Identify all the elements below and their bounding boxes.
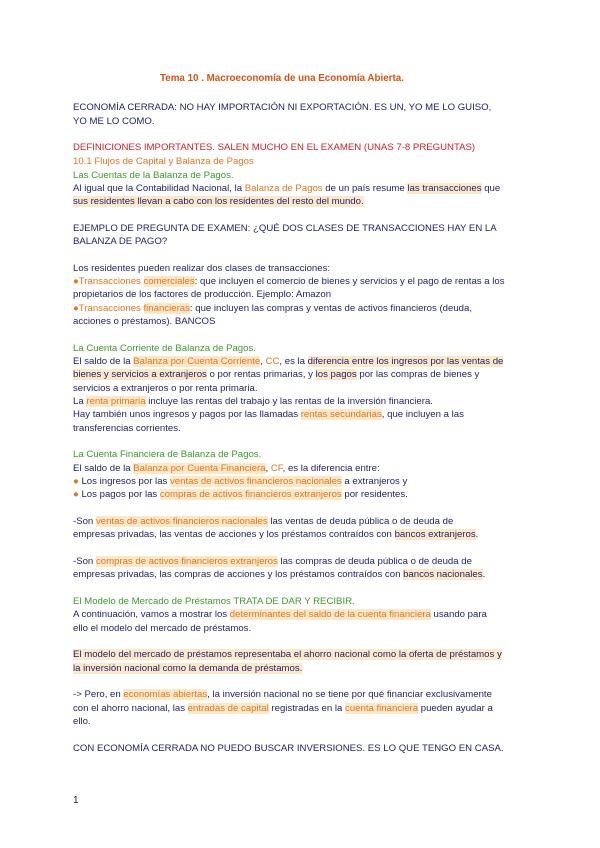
closed-economy-line-2: YO ME LO COMO.: [73, 116, 155, 127]
highlight-term: Balanza por Cuenta Corriente: [133, 356, 261, 367]
text-span: : que incluyen las compras y ventas de activos financieros (deuda,: [189, 303, 473, 314]
highlight-term: financieras: [143, 303, 190, 314]
exam-question-line-2: BALANZA DE PAGO?: [73, 236, 168, 247]
text-span: las compras de deuda pública o de deuda de: [277, 556, 472, 567]
highlight-text: bancos nacionales: [403, 569, 483, 580]
highlight-term: cuenta financiera: [345, 703, 419, 714]
text-span: , es la: [279, 356, 308, 367]
residents-intro: Los residentes pueden realizar dos clases de transacciones:: [73, 263, 331, 274]
paragraph-balanza-line-1: [73, 182, 528, 195]
text-span: .: [482, 569, 486, 580]
page-title: Tema 10 . Macroeconomía de una Economía Abierta.: [160, 73, 404, 84]
text-span: usando para: [430, 609, 487, 620]
text-span: las ventas de deuda pública o de deuda de: [267, 516, 454, 527]
text-span: de un país resume: [322, 183, 408, 194]
highlight-term: CC: [265, 356, 280, 367]
highlight-text: bancos extranjeros: [394, 529, 476, 540]
cf-bullet-ingresos: [73, 475, 528, 488]
text-span: Hay también unos ingresos y pagos por las llamadas: [73, 409, 301, 420]
text-span: Los ingresos por las: [81, 476, 170, 487]
cf-bullet-pagos: [73, 488, 528, 501]
highlight-term: ventas de activos financieros nacionales: [170, 476, 342, 487]
closing-note: CON ECONOMÍA CERRADA NO PUEDO BUSCAR INVERSIONES. ES LO QUE TENGO EN CASA.: [73, 743, 504, 754]
text-span: , es la diferencia entre:: [282, 463, 380, 474]
subsection-heading-cuentas: Las Cuentas de la Balanza de Pagos.: [73, 170, 234, 181]
text-span: El saldo de la: [73, 356, 134, 367]
cf-heading: La Cuenta Financiera de Balanza de Pagos.: [73, 449, 262, 460]
bullet-comerciales-line-2: propietarios de los factores de producción. Ejemplo: Amazon: [73, 289, 332, 300]
mercado-line-2: ello el modelo del mercado de préstamos.: [73, 623, 252, 634]
text-span: por residentes.: [341, 489, 408, 500]
highlight-text: los pagos: [315, 369, 357, 380]
highlight-term: CF: [270, 463, 283, 474]
cc-heading: La Cuenta Corriente de Balanza de Pagos.: [73, 343, 256, 354]
highlight-term: determinantes del saldo de la cuenta financiera: [229, 609, 431, 620]
highlight-text: bienes y servicios a extranjeros: [73, 369, 207, 380]
cc-line-5: [73, 408, 528, 421]
text-span: , que incluyen a las: [381, 409, 464, 420]
cc-line-4: [73, 395, 528, 408]
cc-line-2: [73, 368, 528, 381]
highlight-term: renta primaria: [86, 396, 146, 407]
modelo-line-2: [73, 662, 528, 675]
text-span: ,: [265, 463, 271, 474]
text-span: que: [481, 183, 501, 194]
text-span: empresas privadas, las ventas de acciones y los préstamos contraídos con: [73, 529, 395, 540]
highlight-term: compras de activos financieros extranjeros: [95, 556, 278, 567]
section-heading-note: TRATA DE DAR Y RECIBIR.: [230, 596, 355, 607]
text-span: El saldo de la: [73, 463, 134, 474]
text-span: -> Pero, en: [73, 689, 124, 700]
pero-line-3: ello.: [73, 716, 91, 727]
text-span: incluye las rentas del trabajo y las rentas de la inversión financiera.: [145, 396, 433, 407]
text-span: con el ahorro nacional, las: [73, 703, 188, 714]
text-span: -Son: [73, 556, 96, 567]
section-heading: El Modelo de Mercado de Préstamos: [73, 596, 231, 607]
paragraph-balanza-line-2: [73, 195, 528, 208]
page-number: 1: [73, 795, 79, 806]
exam-question-line-1: EJEMPLO DE PREGUNTA DE EXAMEN: ¿QUÉ DOS CLASES DE TRANSACCIONES HAY EN LA: [73, 223, 497, 234]
highlight-text: El modelo del mercado de préstamos representaba el ahorro nacional como la oferta de préstamos y: [73, 649, 502, 660]
highlight-text: diferencia entre los ingresos por las ventas de: [307, 356, 504, 367]
bullet-comerciales-line-1: [73, 275, 528, 288]
pero-line-2: [73, 702, 528, 715]
text-span: La: [73, 396, 87, 407]
text-span: pueden ayudar a: [418, 703, 493, 714]
pero-line-1: [73, 688, 528, 701]
highlight-term: compras de activos financieros extranjeros: [159, 489, 342, 500]
text-span: ,: [260, 356, 266, 367]
text-span: .: [475, 529, 479, 540]
cc-line-1: [73, 355, 528, 368]
section-heading-10-1: 10.1 Flujos de Capital y Balanza de Pagos: [73, 156, 254, 167]
text-span: Los pagos por las: [81, 489, 160, 500]
text-span: -Son: [73, 516, 96, 527]
text-span: registradas en la: [268, 703, 346, 714]
text-span: : que incluyen el comercio de bienes y servicios y el pago de rentas a los: [194, 276, 505, 287]
highlight-term: Balanza de Pagos: [244, 183, 323, 194]
bullet-financieras-line-1: [73, 302, 528, 315]
text-span: Al igual que la Contabilidad Nacional, la: [73, 183, 245, 194]
bullet-icon: ●: [73, 489, 82, 500]
highlight-text: la inversión nacional como la demanda de préstamos.: [73, 663, 303, 674]
compras-line-1: [73, 555, 528, 568]
text-span: o por rentas primarias, y: [206, 369, 316, 380]
mercado-heading: [73, 595, 528, 608]
highlight-term: entradas de capital: [187, 703, 269, 714]
text-span: , la inversión nacional no se tiene por qué financiar exclusivamente: [207, 689, 492, 700]
highlight-term: rentas secundarias: [300, 409, 382, 420]
closed-economy-line-1: ECONOMÍA CERRADA: NO HAY IMPORTACIÓN NI EXPORTACIÓN. ES UN, YO ME LO GUISO,: [73, 102, 492, 113]
cc-line-6: transferencias corrientes.: [73, 423, 181, 434]
highlight-term: comerciales: [143, 276, 195, 287]
text-span: por las compras de bienes y: [356, 369, 480, 380]
definitions-header: DEFINICIONES IMPORTANTES. SALEN MUCHO EN EL EXAMEN (UNAS 7-8 PREGUNTAS): [73, 142, 476, 153]
text-span: A continuación, vamos a mostrar los: [73, 609, 230, 620]
bullet-label: ●Transacciones: [73, 276, 144, 287]
compras-line-2: [73, 568, 528, 581]
highlight-term: ventas de activos financieros nacionales: [95, 516, 268, 527]
highlight-term: Balanza por Cuenta Financiera: [133, 463, 266, 474]
text-span: a extranjeros y: [341, 476, 408, 487]
cf-line-1: [73, 462, 528, 475]
highlight-term: economías abiertas: [123, 689, 208, 700]
text-span: empresas privadas, las compras de acciones y los préstamos contraídos con: [73, 569, 404, 580]
bullet-financieras-line-2: acciones o préstamos). BANCOS: [73, 316, 216, 327]
ventas-line-1: [73, 515, 528, 528]
cc-line-3: servicios a extranjeros o por renta primaria.: [73, 383, 258, 394]
modelo-line-1: [73, 648, 528, 661]
bullet-icon: ●: [73, 476, 82, 487]
mercado-line-1: [73, 608, 528, 621]
ventas-line-2: [73, 528, 528, 541]
bullet-label: ●Transacciones: [73, 303, 144, 314]
highlight-term: las transacciones: [407, 183, 482, 194]
highlight-text: sus residentes llevan a cabo con los residentes del resto del mundo.: [73, 196, 364, 207]
